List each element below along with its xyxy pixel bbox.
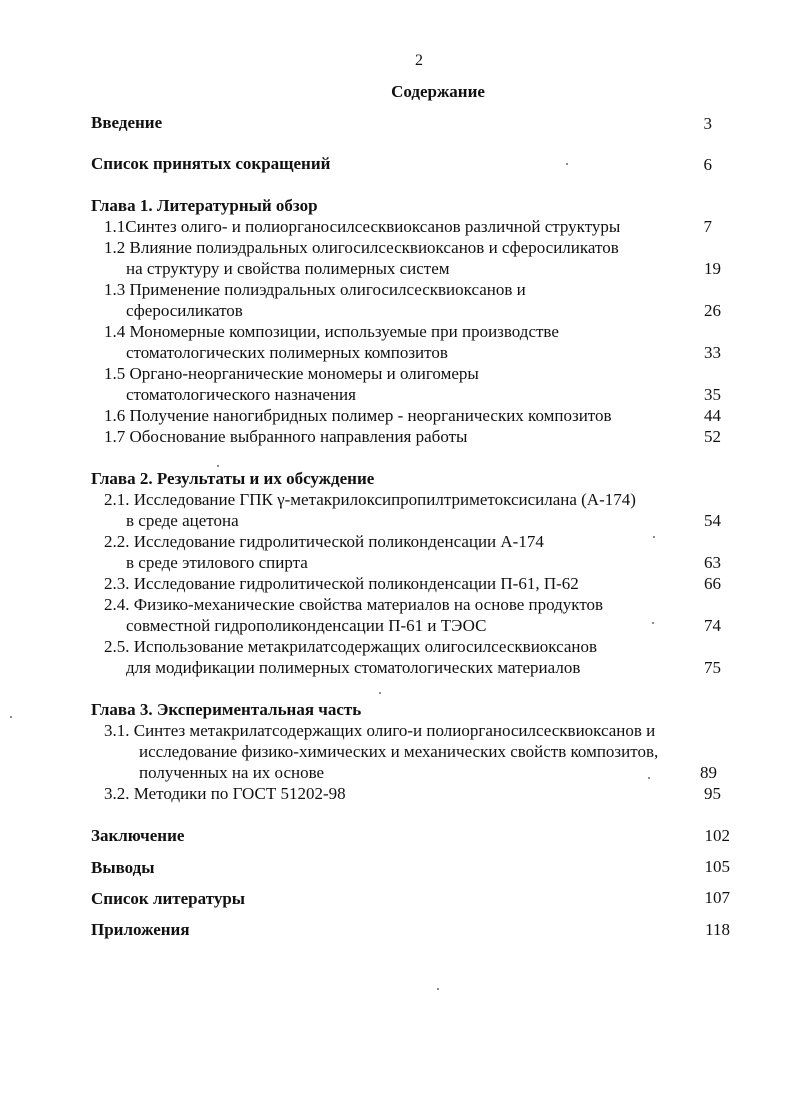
toc-page-2-4: 74	[704, 616, 721, 635]
scan-speck	[10, 716, 12, 718]
toc-section-1-2-cont: на структуру и свойства полимерных систем	[126, 259, 450, 278]
toc-entry-abbreviations: Список принятых сокращений	[91, 154, 331, 173]
toc-page-2-5: 75	[704, 658, 721, 677]
toc-section-2-1: 2.1. Исследование ГПК γ-метакрилоксипропилтриметоксисилана (А-174)	[104, 490, 636, 509]
toc-page-appendices: 118	[705, 920, 730, 939]
toc-page-1-3: 26	[704, 301, 721, 320]
toc-section-3-1-cont1: исследование физико-химических и механических свойств композитов,	[139, 742, 659, 761]
toc-page-2-3: 66	[704, 574, 721, 593]
scan-speck	[648, 777, 650, 779]
toc-page-1-2: 19	[704, 259, 721, 278]
toc-entry-intro: Введение	[91, 113, 163, 132]
toc-section-3-2: 3.2. Методики по ГОСТ 51202-98	[104, 784, 346, 803]
toc-chapter-1: Глава 1. Литературный обзор	[91, 196, 318, 215]
toc-section-3-1: 3.1. Синтез метакрилатсодержащих олиго-и полиорганосилсесквиоксанов и	[104, 721, 656, 740]
toc-page-2-1: 54	[704, 511, 721, 530]
toc-section-2-4-cont: совместной гидрополиконденсации П-61 и ТЭОС	[126, 616, 487, 635]
scan-speck	[653, 536, 655, 538]
toc-page-findings: 105	[704, 857, 730, 876]
toc-section-2-1-cont: в среде ацетона	[126, 511, 239, 530]
toc-section-2-2-cont: в среде этилового спирта	[126, 553, 308, 572]
toc-chapter-3: Глава 3. Экспериментальная часть	[91, 700, 362, 719]
toc-section-1-5-cont: стоматологического назначения	[126, 385, 356, 404]
toc-section-1-1: 1.1Синтез олиго- и полиорганосилсесквиоксанов различной структуры	[104, 217, 621, 236]
toc-section-2-2: 2.2. Исследование гидролитической поликонденсации А-174	[104, 532, 544, 551]
toc-entry-findings: Выводы	[91, 858, 155, 877]
scan-speck	[217, 465, 219, 467]
toc-page-1-1: 7	[703, 217, 712, 236]
toc-section-1-5: 1.5 Органо-неорганические мономеры и олигомеры	[104, 364, 479, 383]
scan-speck	[652, 622, 654, 624]
toc-page-3-1: 89	[700, 763, 717, 782]
toc-chapter-2: Глава 2. Результаты и их обсуждение	[91, 469, 375, 488]
toc-page-conclusion: 102	[704, 826, 730, 845]
toc-entry-appendices: Приложения	[91, 920, 190, 939]
toc-section-1-7: 1.7 Обоснование выбранного направления работы	[104, 427, 468, 446]
toc-section-1-6: 1.6 Получение наногибридных полимер - неорганических композитов	[104, 406, 612, 425]
page-number: 2	[415, 52, 423, 69]
toc-section-2-5: 2.5. Использование метакрилатсодержащих олигосилсесквиоксанов	[104, 637, 598, 656]
toc-page-1-6: 44	[704, 406, 721, 425]
toc-page-1-7: 52	[704, 427, 721, 446]
toc-page-2-2: 63	[704, 553, 721, 572]
toc-entry-references: Список литературы	[91, 889, 246, 908]
toc-section-2-5-cont: для модификации полимерных стоматологических материалов	[126, 658, 581, 677]
toc-section-1-3: 1.3 Применение полиэдральных олигосилсесквиоксанов и	[104, 280, 526, 299]
toc-page-references: 107	[704, 888, 730, 907]
toc-section-1-4-cont: стоматологических полимерных композитов	[126, 343, 448, 362]
toc-page-1-5: 35	[704, 385, 721, 404]
toc-section-3-1-cont2: полученных на их основе	[139, 763, 325, 782]
toc-section-2-3: 2.3. Исследование гидролитической поликонденсации П-61, П-62	[104, 574, 579, 593]
toc-section-1-4: 1.4 Мономерные композиции, используемые при производстве	[104, 322, 559, 341]
toc-page-abbreviations: 6	[703, 155, 712, 174]
toc-title: Содержание	[391, 82, 485, 101]
toc-entry-conclusion: Заключение	[91, 826, 185, 845]
toc-page-1-4: 33	[704, 343, 721, 362]
toc-section-2-4: 2.4. Физико-механические свойства материалов на основе продуктов	[104, 595, 604, 614]
toc-page-3-2: 95	[704, 784, 721, 803]
toc-section-1-2: 1.2 Влияние полиэдральных олигосилсесквиоксанов и сферосиликатов	[104, 238, 619, 257]
toc-page-intro: 3	[703, 114, 712, 133]
scan-speck	[379, 692, 381, 694]
scan-speck	[437, 988, 439, 990]
toc-section-1-3-cont: сферосиликатов	[126, 301, 243, 320]
scan-speck	[566, 163, 568, 165]
